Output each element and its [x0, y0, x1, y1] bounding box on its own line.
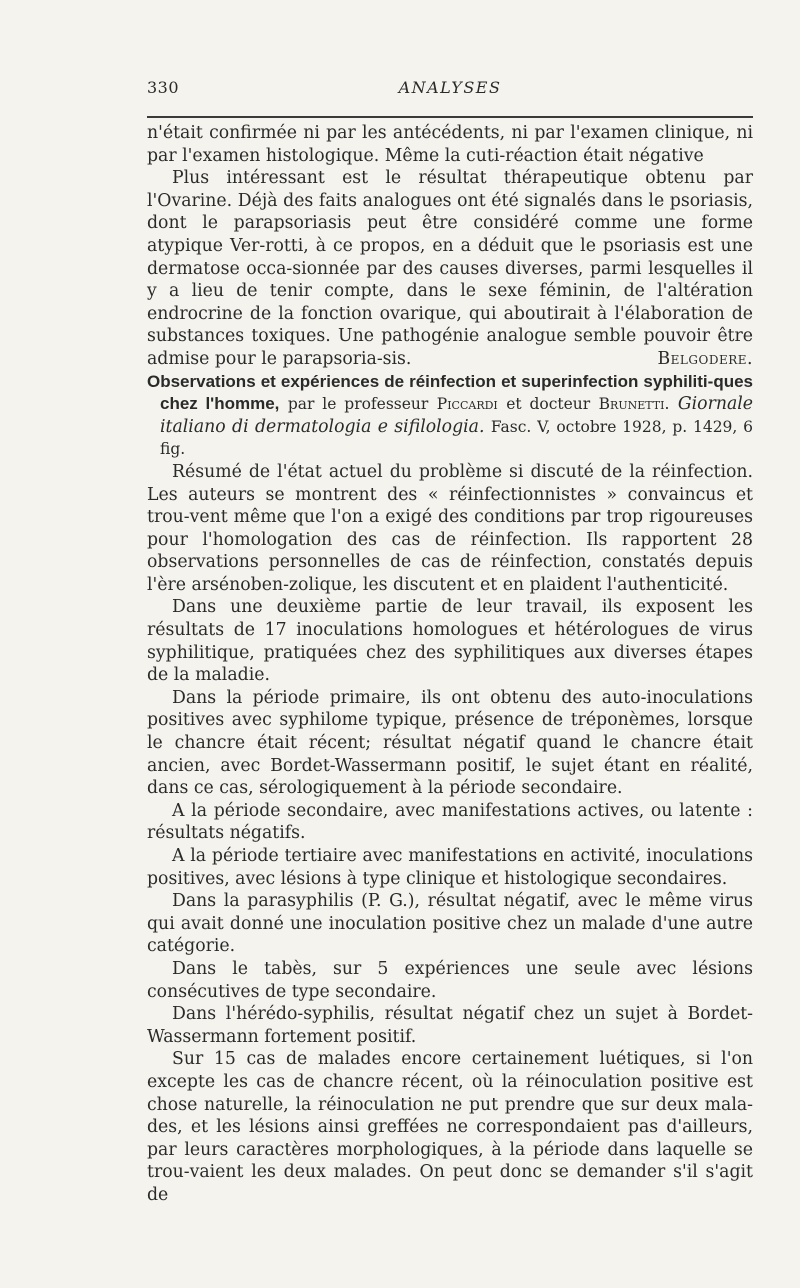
- page-header: [147, 78, 753, 104]
- page-body: [147, 122, 753, 1207]
- article-title: Observations et expériences de réinfection et superinfection syphiliti-ques chez l'homme,: [147, 371, 753, 414]
- summary-paragraph: Dans une deuxième partie de leur travail, ils exposent les résultats de 17 inoculations homologues et hétérologues de virus syphilitique, pratiquées chez des syphilitiques aux diverses étapes de la maladie.: [147, 597, 753, 686]
- summary-paragraph: Résumé de l'état actuel du problème si discuté de la réinfection. Les auteurs se montrent des « réinfectionnistes » convaincus et trou-vent même que l'on a exigé des conditions par trop rigoureuses pour l'homologation des cas de réinfection. Ils rapportent 28 observations personnelles de cas de réinfection, constatés depuis l'ère arsénoben-zolique, les discutent et en plaident l'authenticité.: [147, 461, 753, 595]
- summary-paragraph: Dans l'hérédo-syphilis, résultat négatif chez un sujet à Bordet-Wassermann fortement positif.: [147, 1004, 753, 1047]
- summary-paragraph: A la période tertiaire avec manifestations en activité, inoculations positives, avec lésions à type clinique et histologique secondaires.: [147, 846, 753, 889]
- author-name: Brunetti.: [598, 395, 670, 414]
- by-text: par le professeur: [287, 395, 429, 414]
- summary-paragraph: A la période secondaire, avec manifestations actives, ou latente : résultats négatifs.: [147, 800, 753, 844]
- author-name: Piccardi: [436, 395, 498, 414]
- paragraph-text: Plus intéressant est le résultat thérapeutique obtenu par l'Ovarine. Déjà des faits analogues ont été signalés dans le psoriasis, dont le parapsoriasis peut être considéré comme une forme atypique Ver-rotti, à ce propos, en a déduit que le psoriasis est une dermatose occa-sionnée par des causes diverses, parmi lesquelles il y a lieu de tenir compte, dans le sexe féminin, de l'altération endrocrine de la fonction ovarique, qui aboutirait à l'élaboration de substances toxiques. Une pathogénie analogue semble pouvoir être admise pour le parapsoria-sis.: [147, 168, 753, 369]
- and-text: et docteur: [506, 395, 591, 414]
- article-heading: [147, 371, 753, 461]
- page-number: 330: [147, 78, 180, 97]
- summary-paragraph: Dans la parasyphilis (P. G.), résultat négatif, avec le même virus qui avait donné une inoculation positive chez un malade d'une autre catégorie.: [147, 891, 753, 957]
- running-title: ANALYSES: [398, 78, 502, 97]
- summary-paragraph: Sur 15 cas de malades encore certainement luétiques, si l'on excepte les cas de chancre récent, où la réinoculation positive est chose naturelle, la réinoculation ne put prendre que sur deux mala-des, et les lésions ainsi greffées ne correspondaient pas d'ailleurs, par leurs caractères morphologiques, à la période dans laquelle se trou-vaient les deux malades. On peut donc se demander s'il s'agit de: [147, 1049, 753, 1205]
- reviewer-signature: Belgodere.: [657, 348, 753, 369]
- journal-issue: Fasc. V, octobre 1928, p. 1429, 6 fig.: [160, 417, 753, 459]
- previous-review-paragraph: [147, 167, 753, 370]
- journal-title: Giornale italiano di dermatologia e sifilologia.: [160, 394, 754, 437]
- header-rule: [147, 116, 753, 118]
- summary-paragraph: Dans la période primaire, ils ont obtenu des auto-inoculations positives avec syphilome typique, présence de tréponèmes, lorsque le chancre était récent; résultat négatif quand le chancre était ancien, avec Bordet-Wassermann positif, le sujet étant en réalité, dans ce cas, sérologiquement à la période secondaire.: [147, 687, 753, 799]
- previous-review-paragraph: n'était confirmée ni par les antécédents, ni par l'examen clinique, ni par l'examen histologique. Même la cuti-réaction était négative: [147, 123, 753, 166]
- summary-paragraph: Dans le tabès, sur 5 expériences une seule avec lésions consécutives de type secondaire.: [147, 958, 753, 1002]
